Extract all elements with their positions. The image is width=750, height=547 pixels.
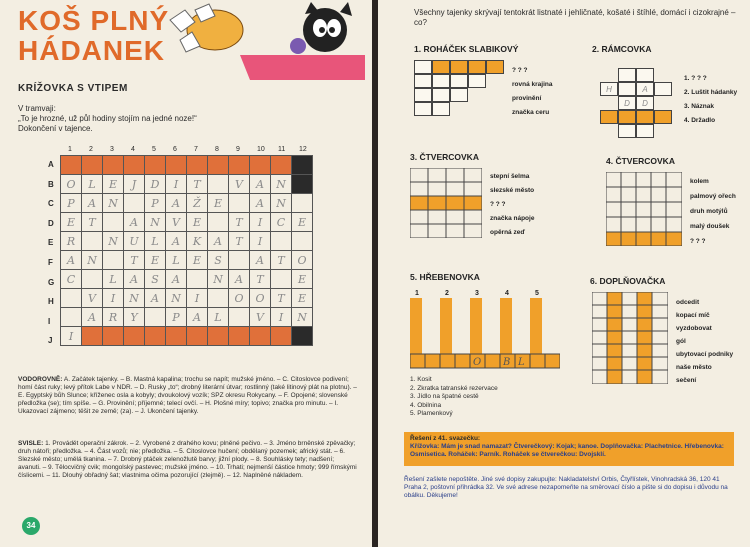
crossword-cell: J [124,175,145,194]
crossword-cell: E [187,251,208,270]
crossword-cell: E [145,251,166,270]
crossword-cell: N [271,175,292,194]
crossword-cell: D [145,175,166,194]
puzzle1-title: 1. ROHÁČEK SLABIKOVÝ [414,44,519,54]
crossword-cell: O [61,175,82,194]
puzzle2-clue: 3. Náznak [684,103,714,110]
crossword-row [61,251,313,270]
crossword-cell: A [166,194,187,213]
column-number: 3 [110,146,114,153]
crossword-cell: P [61,194,82,213]
crossword-cell [292,156,313,175]
clues-vertical-label: SVISLE: [18,440,44,447]
crossword-row [61,289,313,308]
puzzle5-number: 4 [505,290,509,297]
crossword-cell: A [166,270,187,289]
row-letter: C [48,199,54,209]
crossword-cell: T [229,232,250,251]
crossword-cell: T [82,213,103,232]
puzzle1-clues [512,64,552,120]
crossword-cell: A [124,270,145,289]
crossword-cell: Y [124,308,145,327]
puzzle6-clue: vyzdobovat [676,325,712,332]
crossword-cell [145,156,166,175]
crossword-cell: U [124,232,145,251]
crossword-cell [166,327,187,346]
puzzle5-clue: 5. Plamenkový [410,410,453,417]
intro-line-1: V tramvaji: [18,104,56,113]
column-number: 6 [173,146,177,153]
crossword-cell: A [145,289,166,308]
intro-line-3: Dokončení v tajence. [18,124,93,133]
crossword-subtitle: KRÍŽOVKA S VTIPEM [18,83,128,94]
crossword-cell: L [103,270,124,289]
crossword-cell: V [229,175,250,194]
puzzle2-clue: 1. ? ? ? [684,75,707,82]
crossword-cell: A [61,251,82,270]
column-number: 8 [215,146,219,153]
crossword-cell [61,289,82,308]
puzzle5-clues [410,376,498,419]
crossword-cell [229,251,250,270]
puzzle5-number: 2 [445,290,449,297]
crossword-cell: C [271,213,292,232]
clues-horizontal [18,376,358,416]
puzzle1-clue: značka ceru [512,109,550,116]
crossword-cell: P [166,308,187,327]
crossword-cell: K [187,232,208,251]
puzzle6-clue: gól [676,338,686,345]
crossword-cell [82,327,103,346]
crossword-cell: E [61,213,82,232]
column-number: 9 [236,146,240,153]
puzzle1-clue: rovná krajina [512,81,553,88]
puzzle3-clue: slezské město [490,187,535,194]
crossword-cell: A [250,175,271,194]
crossword-cell: R [61,232,82,251]
puzzle5-clue: 2. Zkratka tatranské rezervace [410,384,498,392]
puzzle3-clue: opěrná zeď [490,229,526,236]
crossword-cell: A [250,251,271,270]
crossword-row [61,308,313,327]
puzzle6-clue: odcedit [676,299,700,306]
crossword-cell: T [271,289,292,308]
crossword-row [61,194,313,213]
puzzle4-clue: malý doušek [690,223,730,230]
column-number: 5 [152,146,156,153]
crossword-cell: V [166,213,187,232]
crossword-cell [229,156,250,175]
crossword-cell [82,270,103,289]
crossword-cell [208,213,229,232]
crossword-cell [124,194,145,213]
intro-line-2: „To je hrozné, už půl hodiny stojím na jedné noze!“ [18,114,197,123]
crossword-cell: A [187,308,208,327]
puzzle6-clue: naše město [676,364,712,371]
row-letter: H [48,297,54,307]
puzzle2-cell: H [600,82,618,96]
crossword-cell: P [145,194,166,213]
crossword-cell: E [103,175,124,194]
crossword-cell: L [82,175,103,194]
puzzle3-clue: ? ? ? [490,201,506,208]
crossword-cell: N [145,213,166,232]
crossword-cell: N [103,194,124,213]
puzzle4-clue: palmový ořech [690,193,736,200]
crossword-cell: N [103,232,124,251]
crossword-cell [61,308,82,327]
crossword-cell: T [187,175,208,194]
puzzle5-clue: 3. Jídlo na špatné cestě [410,393,479,400]
crossword-cell: A [124,213,145,232]
crossword-cell [103,156,124,175]
puzzle4-grid [606,172,682,251]
puzzle3-clue: značka nápoje [490,215,535,222]
puzzle3-clues [490,170,534,240]
crossword-cell: N [124,289,145,308]
crossword-cell: I [103,289,124,308]
crossword-cell: L [166,251,187,270]
crossword-cell [145,308,166,327]
row-letter: J [48,336,53,346]
crossword-cell: I [250,213,271,232]
column-number: 4 [131,146,135,153]
crossword-cell: I [250,232,271,251]
puzzle4-clue: kolem [690,178,709,185]
clues-horizontal-text: A. Začátek tajenky. – B. Mastná kapalina; trochu se napít; mužské jméno. – C. Citoslovce podivení; homí část ruky; levý přítok Labe v NDR. – D. Rusky „to“; drobný literární útvar; rostlinný (také litinový plát na plotnu). – E. Egyptský bůh Slunce; kříženec osla a kobyly; dvoukolový vozík; SPZ okresu Rokycany. – F. Opojené; slovenské předložka (se); tím spíše. – G. Provinění; příjemné; telecí ovčí. – H. Plošné míry; topivo; značka pro minutu. – I. Ukazovací zájmeno; těšit ze země; (za). – J. Ukončení tajenky. [18,376,357,415]
puzzle2-cell: A [636,82,654,96]
crossword-cell [124,327,145,346]
crossword-row [61,232,313,251]
crossword-cell [61,156,82,175]
row-letter: D [48,218,54,228]
cartoon-cat-illustration [150,0,372,90]
right-page [378,0,750,547]
puzzle3-grid [410,168,482,238]
crossword-cell: N [292,308,313,327]
puzzle6-clue: kopací míč [676,312,710,319]
crossword-cell [229,194,250,213]
clues-vertical [18,440,358,480]
crossword-row [61,270,313,289]
puzzle2-cell: D [618,96,636,110]
puzzle5-grid [410,288,560,375]
crossword-cell [292,232,313,251]
puzzle5-letter: O [473,357,482,368]
crossword-cell: T [229,213,250,232]
crossword-cell [271,270,292,289]
puzzle3-clue: stepní šelma [490,173,530,180]
crossword-cell: I [166,175,187,194]
crossword-cell: O [292,251,313,270]
row-letter: G [48,277,55,287]
crossword-cell [82,156,103,175]
puzzle5-title: 5. HŘEBENOVKA [410,272,480,282]
row-letter: A [48,160,54,169]
puzzle5-number: 5 [535,290,539,297]
crossword-cell: I [271,308,292,327]
crossword-cell: A [166,232,187,251]
crossword-cell: A [82,308,103,327]
puzzle5-number: 3 [475,290,479,297]
crossword-cell [187,156,208,175]
column-number: 10 [257,146,265,153]
row-letter: I [48,316,51,326]
crossword-cell: E [292,289,313,308]
puzzle5-clue: 4. Obilnina [410,401,442,409]
crossword-cell [208,175,229,194]
crossword-cell [145,327,166,346]
crossword-cell: I [61,327,82,346]
crossword-cell: V [82,289,103,308]
crossword-cell: A [250,194,271,213]
puzzle4-clue: druh motýlů [690,208,728,215]
crossword-row [61,175,313,194]
crossword-cell: N [166,289,187,308]
puzzle2-clue: 2. Luštit hádanky [684,89,738,96]
puzzle6-clue: ubytovací podniky [676,351,734,358]
page-number-badge: 34 [22,517,40,535]
page-title-line1: KOŠ PLNÝ [18,5,170,36]
crossword-cell: T [271,251,292,270]
crossword-cell: N [82,251,103,270]
crossword-cell: C [61,270,82,289]
crossword-row [61,213,313,232]
crossword-cell: E [187,213,208,232]
crossword-cell: T [124,251,145,270]
puzzle2-cell: D [636,96,654,110]
crossword-cell [292,194,313,213]
puzzle5-letter: L [518,357,525,368]
puzzle2-clues [684,72,737,128]
left-page [0,0,372,547]
column-number: 12 [299,146,307,153]
puzzle1-clue: provinění [512,95,542,102]
puzzle6-clue: sečení [676,377,697,384]
answers-box [404,432,734,466]
crossword-cell: A [82,194,103,213]
crossword-grid [60,155,313,346]
footer-note: Řešení zašlete nepoštěte. Jiné své dopisy zakupujte: Nakladatelství Orbis, Čtyřlístek, Vinohradská 36, 120 41 Praha 2, poštovní přihrádka 32. Ve své adrese nezapomeňte na směrovací číslo a pište si do dopisu i důvodu na obálku. Děkujeme! [404,476,728,499]
row-letter: E [48,238,54,248]
crossword-row [61,327,313,346]
crossword-cell [292,327,313,346]
crossword-cell [208,327,229,346]
crossword-cell [229,327,250,346]
crossword-cell [166,156,187,175]
puzzle5-letter: B [503,357,511,368]
crossword-cell: S [145,270,166,289]
puzzle4-title: 4. ČTVERCOVKA [606,156,675,166]
puzzle4-clues [690,174,736,249]
row-letter: F [48,258,53,267]
puzzle6-title: 6. DOPLŇOVAČKA [590,276,666,286]
crossword-row [61,156,313,175]
crossword-cell [292,175,313,194]
crossword-cell [187,327,208,346]
puzzle6-grid [592,292,668,389]
crossword-cell: A [229,270,250,289]
crossword-cell [271,232,292,251]
clues-horizontal-label: VODOROVNĚ: [18,376,63,383]
crossword-cell: I [187,289,208,308]
crossword-cell [250,156,271,175]
answers-title: Řešení z 41. svazečku: [410,435,481,442]
puzzle5-number: 1 [415,290,419,297]
crossword-cell: O [250,289,271,308]
column-number: 11 [278,146,286,153]
puzzle6-clues [676,296,733,387]
column-number: 2 [89,146,93,153]
crossword-cell: E [292,213,313,232]
crossword-cell [271,327,292,346]
crossword-cell: R [103,308,124,327]
crossword-cell: E [292,270,313,289]
clues-vertical-text: 1. Provádět operační zákrok. – 2. Vyrobené z drahého kovu; plněné pečivo. – 3. Jméno brněnské zpěvačky; druh nátoři; předložka. – 4. Část vozů; nie; předložka. – 5. Citoslovce hučení; obdělaný pozemek; africký stát. – 6. Slezské město; umělá tkanina. – 7. Drobný ptáček zelenožlutě barvy; jižní plody. – 8. Souhlásky tety; nadšení; avanuti. – 9. Tělocvičný cvik; mongolský pastevec; mužské jméno. – 10. Trhati; nejmenší částice hmoty; 999 římskými číslicemi. – 11. Dlouhý obřadný šat; vlastnima očima pozorující (zlejmě). – 12. Naplněné nákladem. [18,440,357,479]
crossword-cell: L [208,308,229,327]
column-number: 7 [194,146,198,153]
crossword-cell: N [271,194,292,213]
puzzle4-clue: ? ? ? [690,238,706,245]
crossword-cell [103,327,124,346]
crossword-cell: O [229,289,250,308]
crossword-cell [208,289,229,308]
answers-text: Křížovka: Mám je snad namazat? Čtverečkový: Kojak; kanoe. Doplňovačka: Plachetnice. Hřebenovka: Osmisetica. Roháček: Parník. Roháček se čtverečkou: Dvojsklí. [410,443,724,458]
crossword-cell: S [208,251,229,270]
crossword-cell [208,156,229,175]
row-letter: B [48,179,54,189]
puzzle2-clue: 4. Držadlo [684,117,716,124]
crossword-cell [103,251,124,270]
crossword-cell: E [208,194,229,213]
crossword-cell: T [250,270,271,289]
right-intro: Všechny tajenky skrývají tentokrát listnaté i jehličnaté, košaté i štíhlé, domácí i cizokrajné – co? [414,8,736,27]
puzzle2-title: 2. RÁMCOVKA [592,44,652,54]
column-number: 1 [68,146,72,153]
crossword-cell [82,232,103,251]
crossword-cell: A [208,232,229,251]
crossword-cell [124,156,145,175]
puzzle5-clue: 1. Kosit [410,376,432,383]
crossword-cell [187,270,208,289]
crossword-cell [271,156,292,175]
puzzle1-clue: ? ? ? [512,67,528,74]
crossword-cell [103,213,124,232]
crossword-cell: Ž [187,194,208,213]
crossword-cell: V [250,308,271,327]
puzzle3-title: 3. ČTVERCOVKA [410,152,479,162]
crossword-cell: L [145,232,166,251]
crossword-cell: N [208,270,229,289]
page-title-line2: HÁDANEK [18,35,165,66]
crossword-cell [250,327,271,346]
crossword-cell [229,308,250,327]
